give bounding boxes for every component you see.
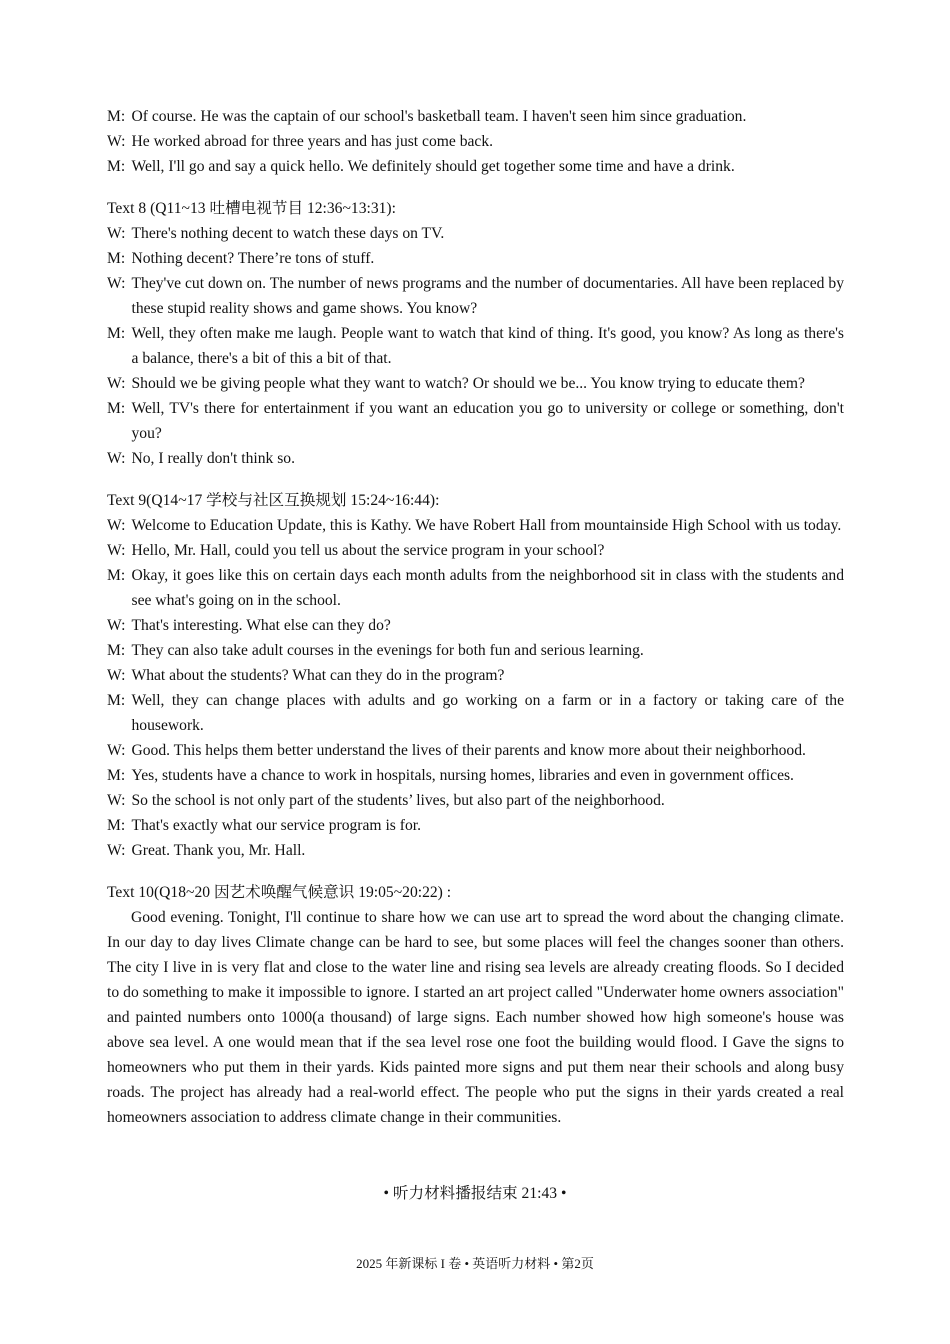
speaker-label: M: bbox=[107, 250, 126, 267]
text9-heading: Text 9(Q14~17 学校与社区互换规划 15:24~16:44): bbox=[107, 492, 440, 509]
dialogue-line bbox=[107, 271, 844, 321]
speaker-label: M: bbox=[107, 642, 126, 659]
line-text: They can also take adult courses in the evenings for both fun and serious learning. bbox=[131, 642, 644, 659]
speaker-label: W: bbox=[107, 542, 126, 559]
line-text: Well, they can change places with adults and go working on a farm or in a factory or taking care of the housework. bbox=[131, 692, 844, 734]
document-page bbox=[107, 104, 844, 1130]
line-text: He worked abroad for three years and has just come back. bbox=[131, 133, 494, 150]
speaker-label: W: bbox=[107, 375, 126, 392]
speaker-label: W: bbox=[107, 792, 126, 809]
line-text: Hello, Mr. Hall, could you tell us about the service program in your school? bbox=[131, 542, 605, 559]
speaker-label: M: bbox=[107, 158, 126, 175]
line-text: That's interesting. What else can they do? bbox=[131, 617, 391, 634]
text10-paragraph: Good evening. Tonight, I'll continue to share how we can use art to spread the word about the changing climate. In our day to day lives Climate change can be hard to see, but some places will feel the changes sooner than others. The city I live in is very flat and close to the water line and rising sea levels are already creating floods. So I decided to do something to make it impossible to ignore. I started an art project called "Underwater home owners association" and painted numbers onto 1000(a thousand) of large signs. Each number showed how high someone's house was above sea level. A one would mean that if the sea level rose one foot the building would flood. I Gave the signs to homeowners who put them in their yards. Kids painted more signs and put them near their schools and along busy roads. The project has already had a real-world effect. The people who put the signs in their yards created a real homeowners association to address climate change in their communities. bbox=[107, 909, 844, 1126]
line-text: Yes, students have a chance to work in hospitals, nursing homes, libraries and even in government offices. bbox=[131, 767, 794, 784]
intro-dialogue bbox=[107, 104, 844, 179]
dialogue-line bbox=[107, 663, 844, 688]
dialogue-line bbox=[107, 563, 844, 613]
speaker-label: W: bbox=[107, 667, 126, 684]
line-text: Well, TV's there for entertainment if you want an education you go to university or college or something, don't you? bbox=[131, 400, 844, 442]
line-text: What about the students? What can they do in the program? bbox=[131, 667, 505, 684]
dialogue-line bbox=[107, 221, 844, 246]
speaker-label: W: bbox=[107, 133, 126, 150]
speaker-label: M: bbox=[107, 767, 126, 784]
page-footer: 2025 年新课标 I 卷 • 英语听力材料 • 第2页 bbox=[356, 1256, 594, 1271]
dialogue-line bbox=[107, 371, 844, 396]
dialogue-line bbox=[107, 154, 844, 179]
line-text: Of course. He was the captain of our school's basketball team. I haven't seen him since graduation. bbox=[131, 108, 747, 125]
spacer bbox=[107, 179, 844, 196]
speaker-label: M: bbox=[107, 692, 126, 709]
speaker-label: W: bbox=[107, 275, 126, 292]
line-text: No, I really don't think so. bbox=[131, 450, 295, 467]
line-text: Okay, it goes like this on certain days each month adults from the neighborhood sit in class with the students and see what's going on in the school. bbox=[131, 567, 844, 609]
speaker-label: W: bbox=[107, 450, 126, 467]
line-text: Good. This helps them better understand the lives of their parents and know more about their neighborhood. bbox=[131, 742, 806, 759]
speaker-label: W: bbox=[107, 517, 126, 534]
spacer bbox=[107, 471, 844, 488]
dialogue-line bbox=[107, 246, 844, 271]
dialogue-line bbox=[107, 538, 844, 563]
text8-heading: Text 8 (Q11~13 吐槽电视节目 12:36~13:31): bbox=[107, 200, 396, 217]
line-text: Nothing decent? There’re tons of stuff. bbox=[131, 250, 375, 267]
dialogue-line bbox=[107, 446, 844, 471]
end-of-listening-mark: • 听力材料播报结束 21:43 • bbox=[383, 1185, 567, 1202]
speaker-label: W: bbox=[107, 617, 126, 634]
speaker-label: M: bbox=[107, 817, 126, 834]
text8-section bbox=[107, 196, 844, 471]
dialogue-line bbox=[107, 738, 844, 763]
line-text: So the school is not only part of the students’ lives, but also part of the neighborhood. bbox=[131, 792, 665, 809]
speaker-label: W: bbox=[107, 742, 126, 759]
speaker-label: M: bbox=[107, 400, 126, 417]
line-text: Well, I'll go and say a quick hello. We definitely should get together some time and have a drink. bbox=[131, 158, 735, 175]
line-text: Great. Thank you, Mr. Hall. bbox=[131, 842, 306, 859]
dialogue-line bbox=[107, 763, 844, 788]
dialogue-line bbox=[107, 104, 844, 129]
dialogue-line bbox=[107, 788, 844, 813]
dialogue-line bbox=[107, 321, 844, 371]
speaker-label: M: bbox=[107, 108, 126, 125]
dialogue-line bbox=[107, 813, 844, 838]
speaker-label: W: bbox=[107, 842, 126, 859]
dialogue-line bbox=[107, 129, 844, 154]
dialogue-line bbox=[107, 838, 844, 863]
spacer bbox=[107, 863, 844, 880]
text9-section bbox=[107, 488, 844, 863]
line-text: They've cut down on. The number of news programs and the number of documentaries. All have been replaced by these stupid reality shows and game shows. You know? bbox=[131, 275, 844, 317]
line-text: There's nothing decent to watch these days on TV. bbox=[131, 225, 445, 242]
dialogue-line bbox=[107, 638, 844, 663]
dialogue-line bbox=[107, 396, 844, 446]
speaker-label: M: bbox=[107, 325, 126, 342]
line-text: That's exactly what our service program is for. bbox=[131, 817, 421, 834]
line-text: Welcome to Education Update, this is Kathy. We have Robert Hall from mountainside High School with us today. bbox=[131, 517, 842, 534]
dialogue-line bbox=[107, 613, 844, 638]
dialogue-line bbox=[107, 513, 844, 538]
dialogue-line bbox=[107, 688, 844, 738]
speaker-label: W: bbox=[107, 225, 126, 242]
text10-heading: Text 10(Q18~20 因艺术唤醒气候意识 19:05~20:22) : bbox=[107, 884, 452, 901]
line-text: Well, they often make me laugh. People want to watch that kind of thing. It's good, you know? As long as there's a balance, there's a bit of this a bit of that. bbox=[131, 325, 844, 367]
line-text: Should we be giving people what they want to watch? Or should we be... You know trying to educate them? bbox=[131, 375, 805, 392]
text10-section bbox=[107, 880, 844, 1130]
speaker-label: M: bbox=[107, 567, 126, 584]
